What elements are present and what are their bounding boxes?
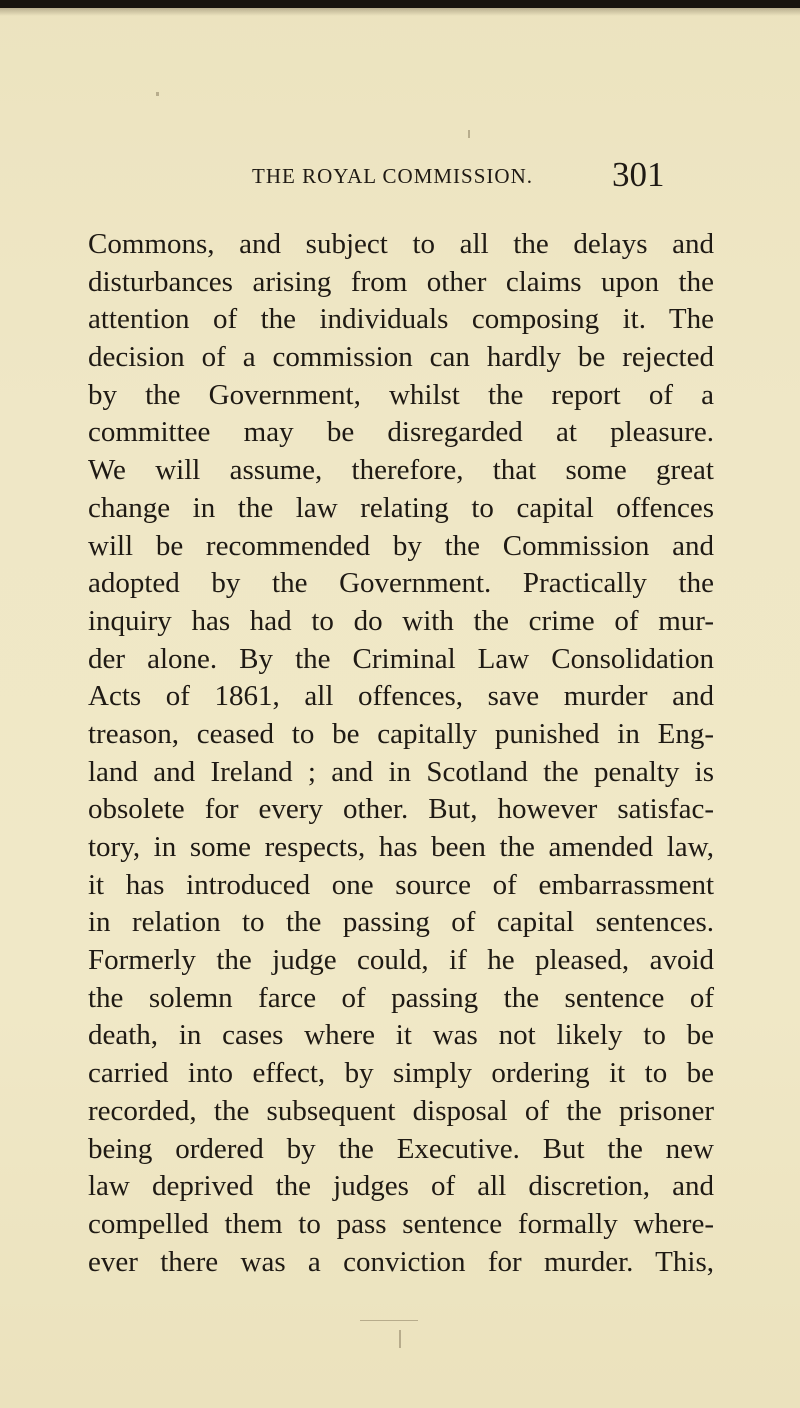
body-text <box>88 226 714 1281</box>
text-line: carried into effect, by simply ordering it to be <box>88 1057 714 1090</box>
text-line: it has introduced one source of embarrassment <box>88 868 714 901</box>
text-line: Formerly the judge could, if he pleased, avoid <box>88 944 714 977</box>
paper-speck <box>399 1330 401 1348</box>
text-line: adopted by the Government. Practically the <box>88 567 714 600</box>
text-line: law deprived the judges of all discretion, and <box>88 1170 714 1203</box>
text-line: tory, in some respects, has been the amended law, <box>88 831 714 863</box>
text-line: committee may be disregarded at pleasure. <box>88 416 714 449</box>
text-line: in relation to the passing of capital sentences. <box>88 906 714 939</box>
text-line: compelled them to pass sentence formally where- <box>88 1207 714 1240</box>
text-line: attention of the individuals composing it. The <box>88 303 714 336</box>
page-number: 301 <box>612 155 665 194</box>
text-line: Acts of 1861, all offences, save murder and <box>88 680 714 713</box>
paper-speck <box>156 92 159 96</box>
text-line: will be recommended by the Commission and <box>88 529 714 562</box>
text-line: ever there was a conviction for murder. This, <box>88 1245 714 1278</box>
text-line: by the Government, whilst the report of a <box>88 378 714 411</box>
text-line: decision of a commission can hardly be rejected <box>88 341 714 374</box>
text-line: being ordered by the Executive. But the new <box>88 1132 714 1165</box>
text-line: treason, ceased to be capitally punished in Eng- <box>88 717 714 750</box>
page-top-shadow <box>0 8 800 16</box>
running-title: THE ROYAL COMMISSION. <box>252 164 533 188</box>
text-line: inquiry has had to do with the crime of mur- <box>88 604 714 637</box>
paper-speck <box>360 1320 418 1321</box>
text-line: recorded, the subsequent disposal of the prisoner <box>88 1094 714 1127</box>
text-line: death, in cases where it was not likely to be <box>88 1019 714 1052</box>
paper-speck <box>468 130 470 138</box>
text-line: land and Ireland ; and in Scotland the penalty is <box>88 755 714 788</box>
text-line: disturbances arising from other claims upon the <box>88 265 714 298</box>
text-line: change in the law relating to capital offences <box>88 491 714 524</box>
text-line: We will assume, therefore, that some great <box>88 454 714 487</box>
page-top-edge <box>0 0 800 8</box>
text-line: obsolete for every other. But, however satisfac- <box>88 793 714 826</box>
text-line: the solemn farce of passing the sentence of <box>88 981 714 1014</box>
running-head <box>0 150 800 200</box>
text-line: der alone. By the Criminal Law Consolidation <box>88 642 714 675</box>
text-line: Commons, and subject to all the delays and <box>88 228 714 260</box>
